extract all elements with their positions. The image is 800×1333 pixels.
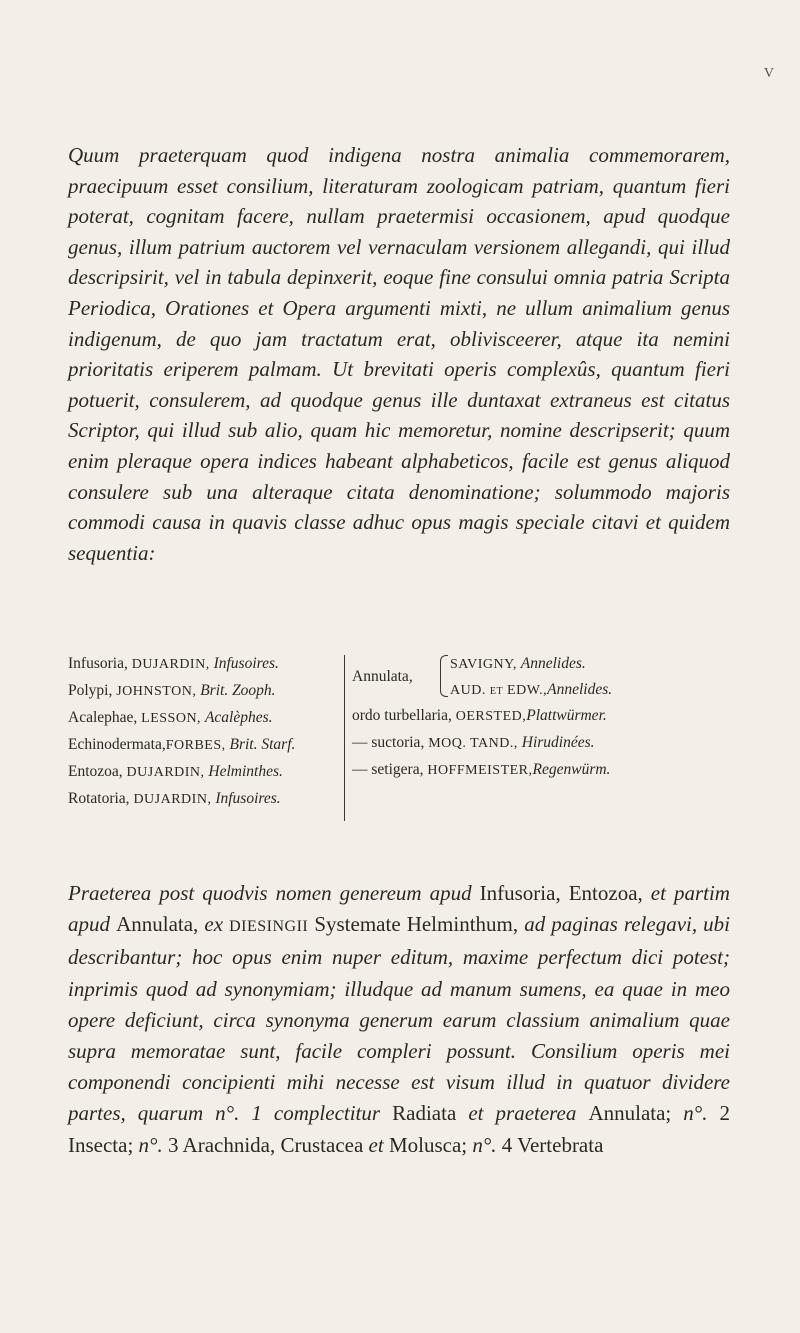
- right-column: [352, 651, 732, 784]
- text-run: Annulata,: [116, 912, 205, 937]
- page-number: V: [763, 66, 774, 81]
- column-divider: [344, 655, 345, 821]
- text-run: 3 Arachnida, Crustacea: [167, 1132, 369, 1157]
- text-run: DIESINGII: [229, 918, 309, 936]
- table-row: Entozoa, DUJARDIN, Helminthes.: [68, 763, 283, 780]
- text-run: n°.: [683, 1101, 720, 1126]
- table-row: SAVIGNY, Annelides.: [450, 655, 586, 672]
- table-row: Rotatoria, DUJARDIN, Infusoires.: [68, 790, 281, 807]
- table-row: Polypi, JOHNSTON, Brit. Zooph.: [68, 682, 276, 699]
- text-run: Systemate Helminthum,: [308, 912, 525, 937]
- text-run: 4 Vertebrata: [501, 1132, 604, 1157]
- annulata-label: Annulata,: [352, 668, 413, 685]
- brace: [440, 655, 448, 697]
- table-row: ordo turbellaria, OERSTED,Plattwürmer.: [352, 707, 607, 724]
- text-run: n°.: [472, 1132, 502, 1157]
- text-run: ad paginas relegavi, ubi describantur; hoc opus enim nuper editum, maxime perfectum dici potest; inprimis quod ad synonymiam; illudque ad manum sumens, ea quae in meo opere deficiunt, circa synonyma generum earum classium animalium quae supra memoratae sunt, facile compleri possunt. Consilium operis mei componendi concipienti mihi necesse est visum illud in quatuor dividere partes, quarum n°. 1 complectitur: [68, 912, 731, 1126]
- text-run: Infusoria, Entozoa,: [479, 881, 651, 905]
- table-row: Echinodermata,FORBES, Brit. Starf.: [68, 736, 296, 753]
- left-column: [68, 651, 340, 813]
- table-row: AUD. et EDW.,Annelides.: [450, 681, 613, 698]
- text-run: Annulata;: [588, 1101, 684, 1126]
- text-run: et partim apud: [68, 881, 730, 937]
- literature-table: [68, 651, 730, 827]
- text-run: n°.: [138, 1132, 168, 1157]
- text-run: 2 Insecta;: [68, 1101, 730, 1157]
- table-row: — setigera, HOFFMEISTER,Regenwürm.: [352, 761, 611, 778]
- text-run: Molusca;: [388, 1132, 473, 1157]
- second-paragraph: [68, 878, 730, 1161]
- text-run: ex: [204, 912, 230, 937]
- text-run: et: [368, 1132, 389, 1157]
- table-row: Infusoria, DUJARDIN, Infusoires.: [68, 655, 279, 672]
- text-run: Radiata: [392, 1101, 469, 1126]
- text-run: et praeterea: [468, 1101, 589, 1126]
- table-row: — suctoria, MOQ. TAND., Hirudinées.: [352, 734, 595, 751]
- table-row: Acalephae, LESSON, Acalèphes.: [68, 709, 273, 726]
- intro-paragraph: Quum praeterquam quod indigena nostra animalia commemorarem, praecipuum esset consilium, literaturam zoologicam patriam, quantum fieri poterat, cognitam facere, nullam praetermisi occasionem, apud quodque genus, illum patrium auctorem vel vernaculam versionem allegandi, qui illud descripsirit, vel in tabula depinxerit, eoque fine consului omnia patria Scripta Periodica, Orationes et Opera argumenti mixti, ne ullum animalium genus indigenum, de quo jam tractatum erat, oblivisceerer, atque ita nemini prioritatis eriperem palmam. Ut brevitati operis complexûs, quantum fieri potuerit, consulerem, ad quodque genus ille duntaxat extraneus est citatus Scriptor, qui illud sub alio, quam hic memoretur, nomine descripserit; quum enim pleraque opera indices habeant alphabeticos, facile est genus aliquod consulere sub una alteraque citata denominatione; solummodo majoris commodi causa in quavis classe adhuc opus magis speciale citavi et quidem sequentia:: [68, 143, 730, 565]
- text-run: Praeterea post quodvis nomen genereum apud: [68, 881, 480, 905]
- annulata-group: [352, 651, 732, 703]
